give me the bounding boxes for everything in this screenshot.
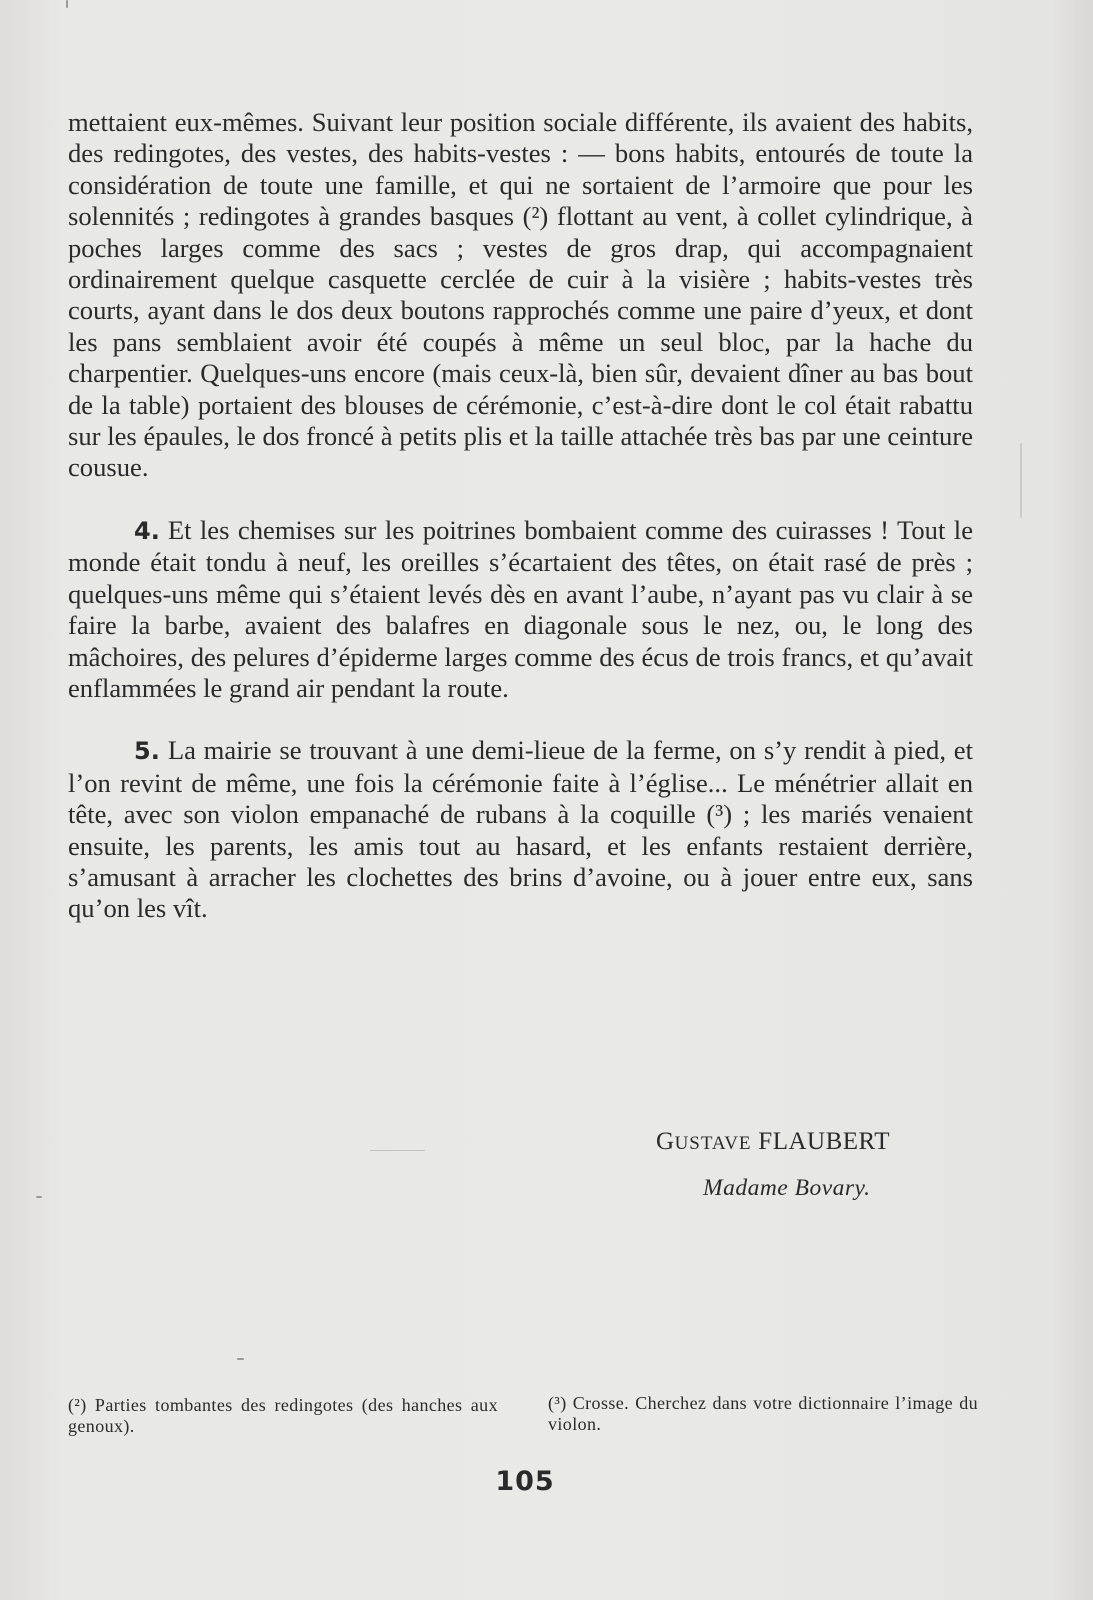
- footnote-text: Parties tombantes des redingotes (des hanches aux genoux).: [68, 1395, 498, 1436]
- footnote-ref: (²): [68, 1395, 87, 1415]
- paragraph-number: 4.: [134, 516, 160, 545]
- paragraph-spacer: [68, 704, 973, 735]
- paragraph-4: [68, 515, 973, 704]
- author-first-rest: USTAVE: [674, 1133, 752, 1154]
- author-last: FLAUBERT: [758, 1128, 890, 1155]
- author-name: [656, 1128, 926, 1156]
- paragraph-5: [68, 735, 973, 924]
- print-speck: [237, 1358, 244, 1360]
- paragraph-5-text: La mairie se trouvant à une demi-lieue de la ferme, on s’y rendit à pied, et l’on revint de même, une fois la cérémonie faite à l’église... Le ménétrier allait en tête, avec son violon empanaché de rubans à la coquille (³) ; les mariés venaient ensuite, les parents, les amis tout au hasard, et les enfants restaient derrière, s’amusant à arracher les clochettes des brins d’avoine, ou à jouer entre eux, sans qu’on les vît.: [68, 735, 973, 924]
- print-speck: [66, 0, 68, 8]
- main-text: [68, 107, 973, 925]
- paragraph-continuation: mettaient eux-mêmes. Suivant leur position sociale différente, ils avaient des habits, des redingotes, des vestes, des habits-vestes : — bons habits, entourés de toute la considération de toute une famille, et qui ne sortaient de l’armoire que pour les solennités ; redingotes à grandes basques (²) flottant au vent, à collet cylindrique, à poches larges comme des sacs ; vestes de gros drap, qui accompagnaient ordinairement quelque casquette cerclée de cuir à la visière ; habits-vestes très courts, ayant dans le dos deux boutons rapprochés comme une paire d’yeux, et dont les pans semblaient avoir été coupés à même un seul bloc, par la hache du charpentier. Quelques-uns encore (mais ceux-là, bien sûr, devaient dîner au bas bout de la table) portaient des blouses de cérémonie, c’est-à-dire dont le col était rabattu sur les épaules, le dos froncé à petits plis et la taille attachée très bas par une ceinture cousue.: [68, 107, 973, 483]
- footnote-2: [68, 1395, 498, 1437]
- print-mark: [1020, 443, 1022, 518]
- paragraph-spacer: [68, 484, 973, 515]
- print-speck: [36, 1196, 42, 1198]
- author-first-initial: G: [656, 1128, 675, 1155]
- footnote-text: Crosse. Cherchez dans votre dictionnaire l’image du violon.: [548, 1393, 978, 1434]
- footnote-ref: (³): [548, 1393, 567, 1413]
- page-number: 105: [495, 1466, 555, 1497]
- work-title: Madame Bovary.: [703, 1175, 871, 1201]
- print-mark: [370, 1150, 425, 1151]
- paragraph-4-text: Et les chemises sur les poitrines bombaient comme des cuirasses ! Tout le monde était tondu à neuf, les oreilles s’écartaient des têtes, on était rasé de près ; quelques-uns même qui s’étaient levés dès en avant l’aube, n’ayant pas vu clair à se faire la barbe, avaient des balafres en diagonale sous le nez, ou, le long des mâchoires, des pelures d’épiderme larges comme des écus de trois francs, et qu’avait enflammées le grand air pendant la route.: [68, 514, 973, 703]
- paragraph-number: 5.: [134, 737, 160, 766]
- footnote-3: [548, 1393, 978, 1435]
